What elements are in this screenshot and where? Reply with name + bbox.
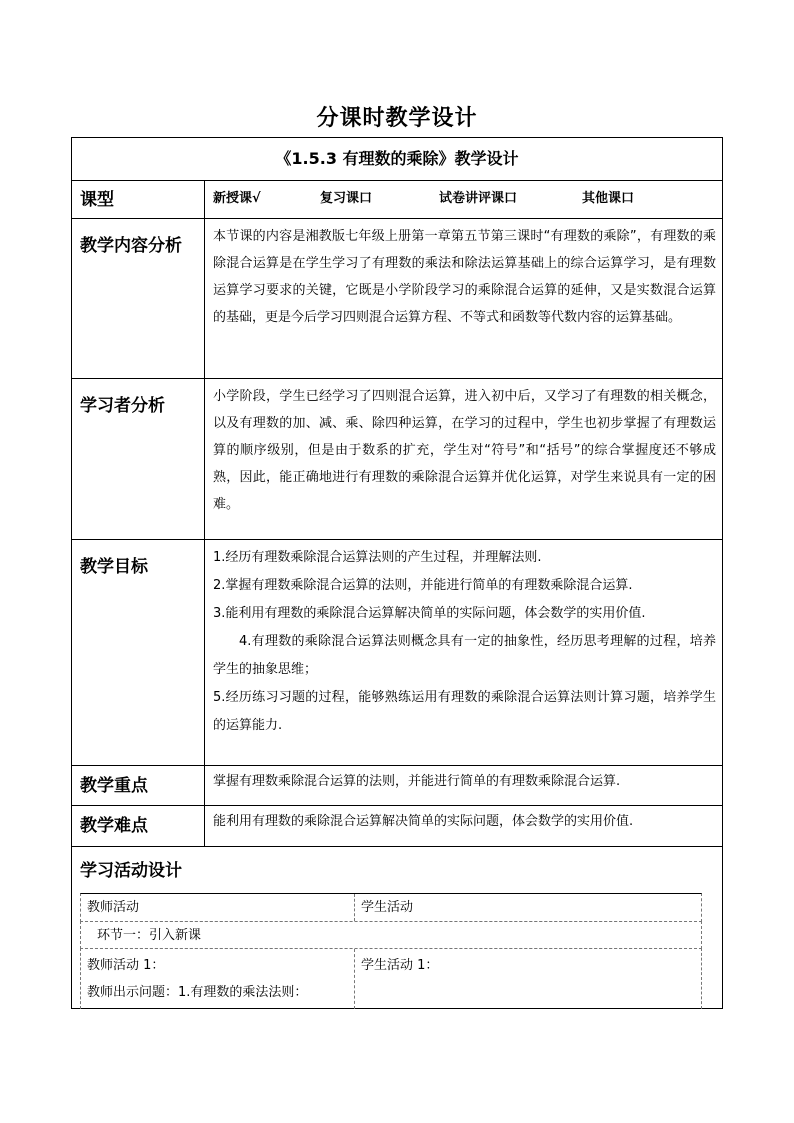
stage-one-label: 环节一：引入新课: [97, 928, 202, 943]
key-points-row: [72, 766, 722, 806]
objective-item: 2.掌握有理数乘除混合运算的法则，并能进行简单的有理数乘除混合运算.: [213, 578, 633, 593]
student-activity-one: 学生活动 1：: [361, 958, 439, 973]
type-option-other: 其他课口: [582, 191, 635, 206]
student-activity-header: 学生活动: [361, 900, 414, 915]
lesson-title-row: [72, 138, 722, 181]
objectives-list: [205, 540, 722, 765]
activity-design-row: [72, 847, 722, 893]
page-title: 分课时教学设计: [316, 106, 478, 131]
activity-design-heading: 学习活动设计: [80, 861, 182, 881]
learner-analysis-text: 小学阶段，学生已经学习了四则混合运算，进入初中后，又学习了有理数的相关概念，以及有理数的加、减、乘、除四种运算，在学习的过程中，学生也初步掌握了有理数运算的顺序级别，但是由于数系的扩充，学生对“符号”和“括号”的综合掌握度还不够成熟，因此，能正确地进行有理数的乘除混合运算并优化运算，对学生来说具有一定的困难。: [213, 389, 716, 512]
teacher-activity-one-text: 教师出示问题：1.有理数的乘法法则：: [87, 985, 308, 1000]
key-points-text: 掌握有理数乘除混合运算的法则，并能进行简单的有理数乘除混合运算.: [213, 774, 621, 789]
teacher-activity-one-label: 教师活动 1：: [87, 958, 165, 973]
activity-one-row: [80, 948, 702, 1009]
learner-analysis-row: [72, 379, 722, 540]
lesson-type-options: [205, 181, 722, 218]
content-analysis-label: 教学内容分析: [72, 219, 205, 378]
type-option-review: 复习课口: [320, 191, 373, 206]
lesson-type-label: 课型: [72, 181, 205, 218]
content-analysis-row: [72, 219, 722, 379]
type-option-exam: 试卷讲评课口: [439, 191, 518, 206]
objective-item: 4.有理数的乘除混合运算法则概念具有一定的抽象性，经历思考理解的过程，培养学生的抽象思维；: [213, 634, 716, 677]
objectives-label: 教学目标: [72, 540, 205, 765]
type-option-new: 新授课√: [213, 191, 261, 206]
activity-header-row: [80, 893, 702, 922]
key-points-label: 教学重点: [72, 766, 205, 805]
stage-row: [80, 921, 702, 949]
lesson-plan-table: [71, 137, 723, 1009]
objective-item: 1.经历有理数乘除混合运算法则的产生过程，并理解法则.: [213, 550, 542, 565]
objectives-row: [72, 540, 722, 766]
teacher-activity-header: 教师活动: [81, 894, 355, 921]
learner-analysis-label: 学习者分析: [72, 379, 205, 539]
content-analysis-text: 本节课的内容是湘教版七年级上册第一章第五节第三课时“有理数的乘除”，有理数的乘除混合运算是在学生学习了有理数的乘法和除法运算基础上的综合运算学习，是有理数运算学习要求的关键，它既是小学阶段学习的乘除混合运算的延伸，又是实数混合运算的基础，更是今后学习四则混合运算方程、不等式和函数等代数内容的运算基础。: [213, 229, 716, 325]
difficulties-text: 能利用有理数的乘除混合运算解决简单的实际问题，体会数学的实用价值.: [213, 814, 634, 829]
objective-item: 5.经历练习习题的过程，能够熟练运用有理数的乘除混合运算法则计算习题，培养学生的运算能力.: [213, 690, 716, 733]
lesson-type-row: [72, 181, 722, 219]
lesson-title: 《1.5.3 有理数的乘除》教学设计: [275, 149, 519, 168]
teacher-activity-one: [81, 949, 355, 1009]
difficulties-label: 教学难点: [72, 806, 205, 846]
objective-item: 3.能利用有理数的乘除混合运算解决简单的实际问题，体会数学的实用价值.: [213, 606, 646, 621]
difficulties-row: [72, 806, 722, 847]
